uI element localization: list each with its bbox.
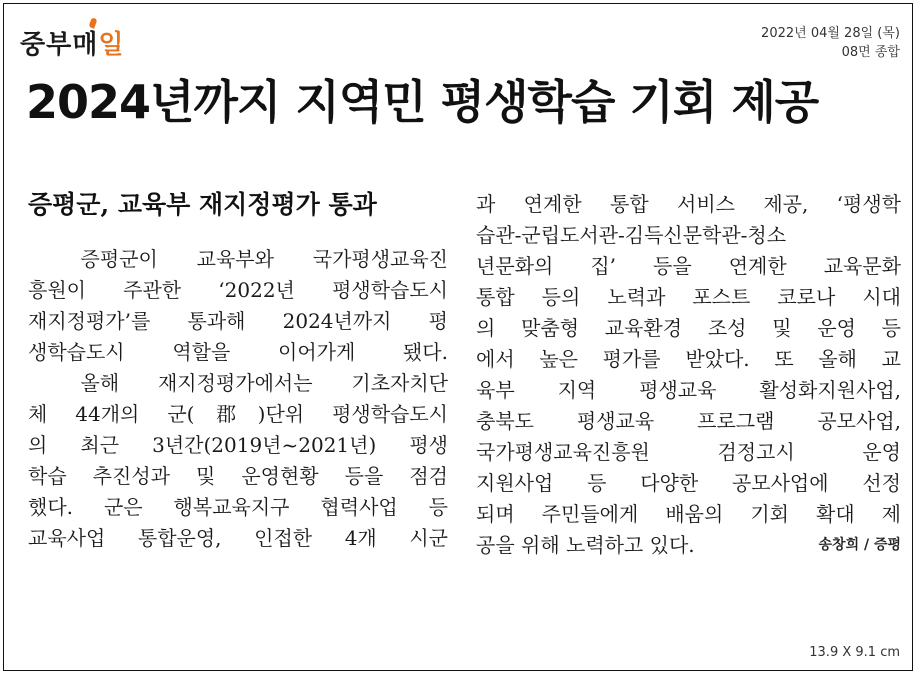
page-section: 08면 종합 — [841, 45, 900, 60]
headline: 2024년까지 지역민 평생학습 기회 제공 — [26, 75, 819, 129]
article-column-right — [476, 189, 901, 561]
article-line: 통합 등의 노력과 포스트 코로나 시대 — [476, 285, 901, 309]
article-last-line: 공을 위해 노력하고 있다. — [476, 533, 695, 557]
logo-text-main: 중부매 — [20, 30, 99, 60]
article-line: 학습 추진성과 및 운영현황 등을 점검 — [28, 464, 448, 488]
article-line: 체 44개의 군(郡)단위 평생학습도시 — [28, 402, 448, 426]
article-line: 국가평생교육진흥원 검정고시 운영 — [476, 440, 901, 464]
article-line: 증평군이 교육부와 국가평생교육진 — [28, 247, 448, 271]
closing-row — [476, 530, 901, 561]
article-column-left — [28, 188, 448, 554]
article-line: 의 최근 3년간(2019년~2021년) 평생 — [28, 433, 448, 457]
byline: 송창희 / 증평 — [818, 537, 901, 553]
article-line: 의 맞춤형 교육환경 조성 및 운영 등 — [476, 316, 901, 340]
article-body-left — [28, 244, 448, 554]
article-line: 생학습도시 역할을 이어가게 됐다. — [28, 340, 448, 364]
publication-meta — [761, 24, 900, 62]
article-clipping — [3, 3, 913, 671]
article-line: 되며 주민들에게 배움의 기회 확대 제 — [476, 502, 901, 526]
article-line: 했다. 군은 행복교육지구 협력사업 등 — [28, 495, 448, 519]
article-line: 육부 지역 평생교육 활성화지원사업, — [476, 378, 901, 402]
article-line: 재지정평가’를 통과해 2024년까지 평 — [28, 309, 448, 333]
clipping-size: 13.9 X 9.1 cm — [809, 645, 900, 660]
article-line: 습관-군립도서관-김득신문학관-청소 — [476, 223, 787, 247]
article-body-right — [476, 189, 901, 530]
publication-date: 2022년 04월 28일 (목) — [761, 26, 900, 41]
article-line: 올해 재지정평가에서는 기초자치단 — [28, 371, 448, 395]
newspaper-logo — [20, 24, 124, 61]
article-line: 년문화의 집’ 등을 연계한 교육문화 — [476, 254, 901, 278]
article-line: 과 연계한 통합 서비스 제공, ‘평생학 — [476, 192, 901, 216]
article-line: 교육사업 통합운영, 인접한 4개 시군 — [28, 526, 448, 550]
article-line: 에서 높은 평가를 받았다. 또 올해 교 — [476, 347, 901, 371]
article-line: 지원사업 등 다양한 공모사업에 선정 — [476, 471, 901, 495]
logo-mark-icon — [88, 17, 97, 28]
article-line: 충북도 평생교육 프로그램 공모사업, — [476, 409, 901, 433]
logo-text-accent: 일 — [98, 30, 125, 60]
subheadline: 증평군, 교육부 재지정평가 통과 — [28, 190, 377, 219]
article-line: 흥원이 주관한 ‘2022년 평생학습도시 — [28, 278, 448, 302]
